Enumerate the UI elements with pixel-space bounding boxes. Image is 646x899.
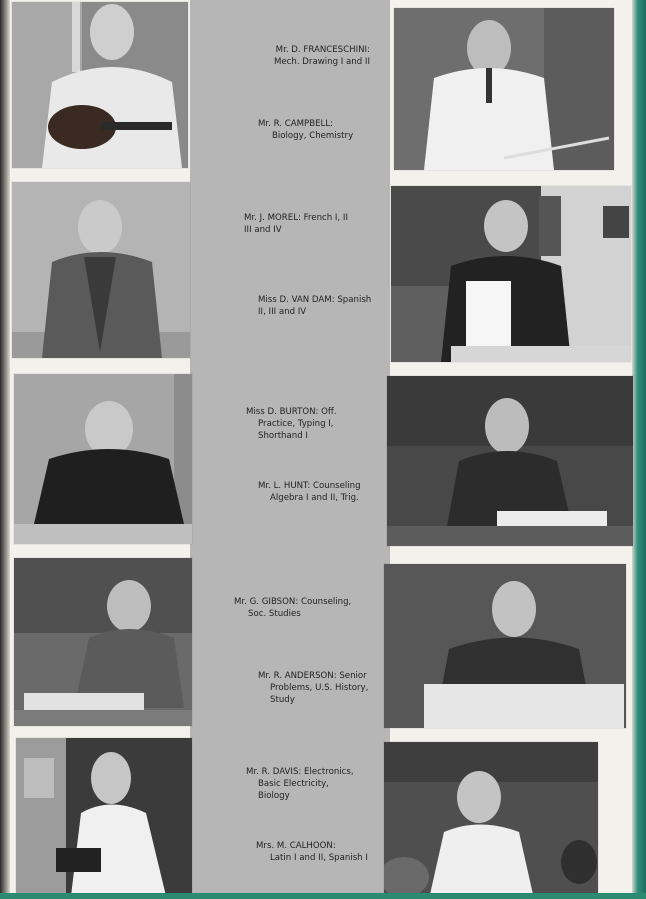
- photo-campbell: [394, 8, 614, 170]
- book-binding-edge: [0, 0, 10, 899]
- caption-campbell: [258, 118, 353, 142]
- caption-franceschini: [242, 44, 370, 68]
- caption-vandam: [258, 294, 371, 318]
- caption-line: Algebra I and II, Trig.: [270, 493, 359, 503]
- photo-vandam: [391, 186, 631, 362]
- photo-hunt: [387, 376, 633, 546]
- caption-line: Mr. R. CAMPBELL:: [258, 119, 334, 129]
- photo-anderson: [384, 564, 626, 728]
- photo-franceschini: [12, 2, 188, 168]
- caption-line: Study: [270, 695, 295, 705]
- caption-line: Mech. Drawing I and II: [273, 57, 370, 67]
- photo-calhoon: [384, 742, 598, 899]
- photo-burton: [14, 374, 192, 544]
- caption-line: Shorthand I: [258, 431, 308, 441]
- caption-line: Mr. R. DAVIS: Electronics,: [246, 767, 354, 777]
- caption-line: Soc. Studies: [248, 609, 301, 619]
- caption-calhoon: [256, 840, 368, 864]
- caption-davis: [246, 766, 354, 802]
- caption-line: II, III and IV: [258, 307, 307, 317]
- photo-davis: [16, 738, 192, 896]
- caption-line: Mr. G. GIBSON: Counseling,: [234, 597, 352, 607]
- caption-morel: [244, 212, 348, 236]
- book-bottom-edge: [0, 893, 646, 899]
- caption-line: Mr. D. FRANCESCHINI:: [275, 45, 370, 55]
- caption-line: Mrs. M. CALHOON:: [256, 841, 336, 851]
- photo-gibson: [14, 558, 192, 726]
- caption-line: Problems, U.S. History,: [270, 683, 369, 693]
- caption-line: Mr. R. ANDERSON: Senior: [258, 671, 367, 681]
- caption-anderson: [258, 670, 368, 706]
- caption-line: Mr. J. MOREL: French I, II: [244, 213, 348, 223]
- caption-line: Miss D. VAN DAM: Spanish: [258, 295, 372, 305]
- caption-line: III and IV: [244, 225, 282, 235]
- caption-line: Latin I and II, Spanish I: [270, 853, 368, 863]
- caption-line: Practice, Typing I,: [258, 419, 334, 429]
- book-cover-edge: [632, 0, 646, 899]
- caption-line: Biology: [258, 791, 290, 801]
- caption-line: Biology, Chemistry: [272, 131, 354, 141]
- caption-gibson: [234, 596, 351, 620]
- caption-line: Basic Electricity,: [258, 779, 329, 789]
- photo-morel: [12, 182, 190, 358]
- caption-hunt: [258, 480, 361, 504]
- caption-line: Mr. L. HUNT: Counseling: [258, 481, 361, 491]
- caption-line: Miss D. BURTON: Off.: [246, 407, 337, 417]
- caption-burton: [246, 406, 337, 442]
